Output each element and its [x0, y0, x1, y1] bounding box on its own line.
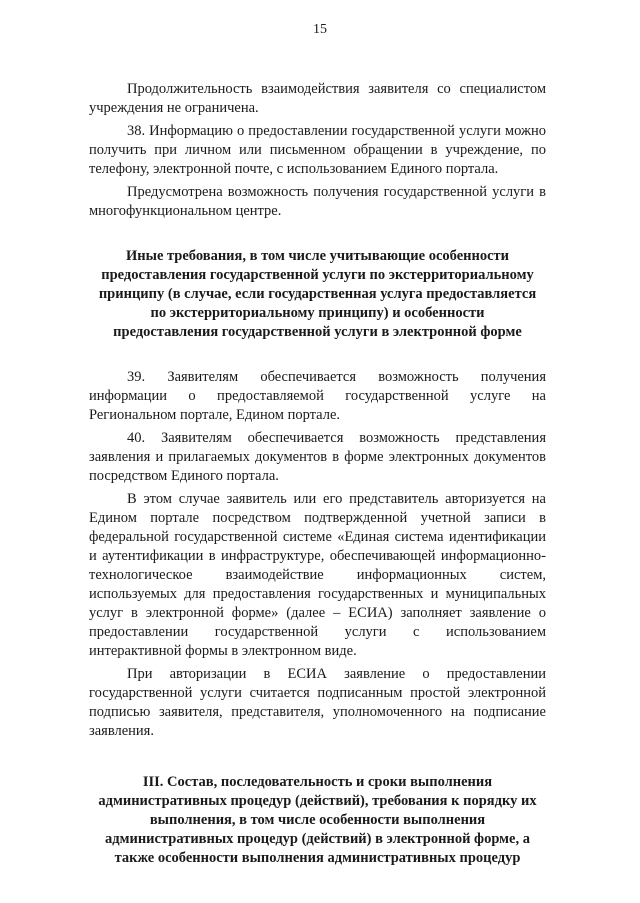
heading-line: предоставления государственной услуги в электронной форме — [113, 324, 522, 340]
heading-line: по экстерриториальному принципу) и особенности — [150, 305, 485, 321]
heading-other-requirements — [89, 247, 546, 342]
page-number: 15 — [313, 22, 327, 37]
paragraph-esia-signature: При авторизации в ЕСИА заявление о предоставлении государственной услуги считается подписанным простой электронной подписью заявителя, представителя, уполномоченного на подписание заявления. — [89, 666, 546, 739]
paragraph-40: 40. Заявителям обеспечивается возможность представления заявления и прилагаемых документов в форме электронных документов посредством Единого портала. — [89, 430, 546, 484]
document-body — [89, 80, 546, 894]
heading-line: также особенности выполнения административных процедур — [114, 850, 521, 866]
paragraph-39: 39. Заявителям обеспечивается возможность получения информации о предоставляемой государственной услуге на Региональном портале, Едином портале. — [89, 369, 546, 423]
heading-line: административных процедур (действий) в электронной форме, а — [105, 831, 530, 847]
heading-line: Иные требования, в том числе учитывающие особенности — [125, 248, 510, 264]
paragraph-duration: Продолжительность взаимодействия заявителя со специалистом учреждения не ограничена. — [89, 81, 546, 116]
heading-line: III. Состав, последовательность и сроки выполнения — [142, 774, 493, 790]
heading-line: предоставления государственной услуги по экстерриториальному — [101, 267, 534, 283]
paragraph-esia-auth: В этом случае заявитель или его представитель авторизуется на Едином портале посредством подтвержденной учетной записи в федеральной государственной системе «Единая система идентификации и аутентификации в инфраструктуре, обеспечивающей информационно-технологическое взаимодействие информационных систем, используемых для предоставления государственных и муниципальных услуг в электронной форме» (далее – ЕСИА) заполняет заявление о предоставлении государственной услуги с использованием интерактивной формы в электронном виде. — [89, 491, 546, 659]
paragraph-38: 38. Информацию о предоставлении государственной услуги можно получить при личном или письменном обращении в учреждение, по телефону, электронной почте, с использованием Единого портала. — [89, 123, 546, 177]
heading-line: принципу (в случае, если государственная услуга предоставляется — [98, 286, 537, 302]
heading-section-iii — [89, 773, 546, 868]
heading-line: административных процедур (действий), требования к порядку их — [98, 793, 537, 809]
heading-line: выполнения, в том числе особенности выполнения — [149, 812, 486, 828]
paragraph-mfc: Предусмотрена возможность получения государственной услуги в многофункциональном центре. — [89, 184, 546, 219]
